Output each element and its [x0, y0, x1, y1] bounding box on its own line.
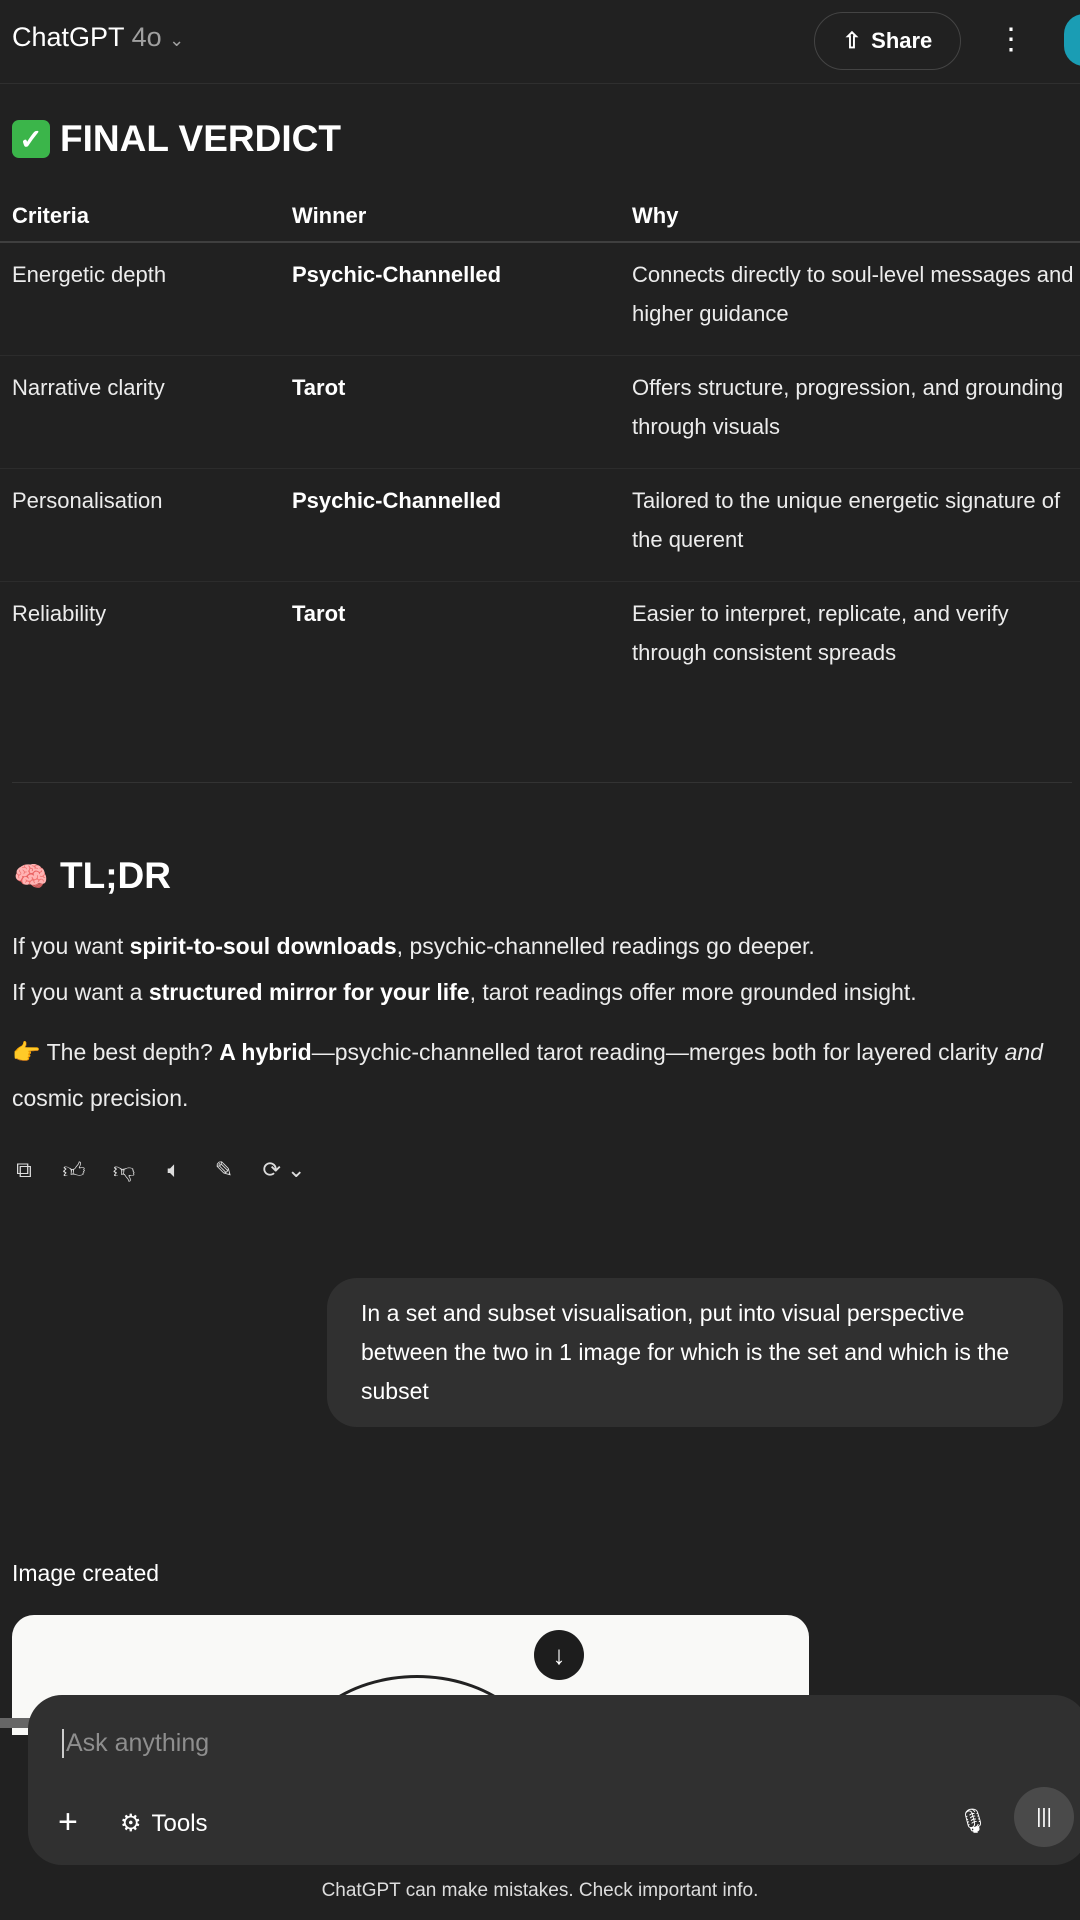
model-selector[interactable]: ChatGPT 4o ⌄: [12, 22, 185, 52]
share-button[interactable]: ⇧ Share: [814, 12, 961, 70]
thumbs-up-icon[interactable]: 👍︎: [62, 1157, 86, 1183]
tldr-heading: 🧠 TL;DR: [13, 855, 171, 896]
column-header: Winner: [280, 190, 620, 242]
copy-icon[interactable]: ⧉: [16, 1157, 32, 1182]
criteria-cell: Energetic depth: [0, 242, 280, 355]
divider: [12, 782, 1072, 783]
winner-cell: Psychic-Channelled: [280, 242, 620, 355]
tldr-hybrid: 👉 The best depth? A hybrid—psychic-channelled tarot reading—merges both for layered clarity and cosmic precision.: [12, 1039, 1043, 1111]
criteria-cell: Narrative clarity: [0, 355, 280, 468]
table-row: [0, 581, 1080, 694]
microphone-icon[interactable]: 🎙︎: [958, 1808, 989, 1835]
table-row: [0, 355, 1080, 468]
tools-button[interactable]: ⚙ Tools: [120, 1809, 208, 1837]
verdict-table: [0, 190, 1080, 694]
scroll-down-icon[interactable]: ↓: [534, 1630, 584, 1680]
brain-icon: 🧠: [13, 860, 49, 892]
disclaimer: ChatGPT can make mistakes. Check important info.: [321, 1880, 759, 1901]
composer: [28, 1695, 1080, 1865]
why-cell: Tailored to the unique energetic signature of the querent: [620, 468, 1080, 581]
criteria-cell: Reliability: [12, 600, 107, 626]
regenerate-icon[interactable]: ⟳ ⌄: [262, 1157, 306, 1182]
chevron-down-icon: ⌄: [169, 30, 185, 50]
user-message: In a set and subset visualisation, put into visual perspective between the two in 1 image for which is the set and which is the subset: [327, 1278, 1063, 1427]
image-created-label: Image created: [12, 1560, 160, 1586]
edit-sparkle-icon[interactable]: ✎: [214, 1157, 234, 1182]
voice-mode-icon[interactable]: |||: [1014, 1787, 1074, 1847]
read-aloud-icon[interactable]: 🔈︎: [167, 1157, 181, 1182]
winner-cell: Tarot: [280, 355, 620, 468]
thumbs-down-icon[interactable]: 👎︎: [112, 1157, 136, 1183]
verdict-heading: ✓ FINAL VERDICT: [12, 118, 341, 160]
why-cell: Connects directly to soul-level messages and higher guidance: [620, 242, 1080, 355]
winner-cell: Psychic-Channelled: [280, 468, 620, 581]
top-bar: [0, 0, 1080, 84]
table-row: [0, 242, 1080, 355]
why-cell: Offers structure, progression, and grounding through visuals: [620, 355, 1080, 468]
column-header: Criteria: [0, 190, 280, 242]
plus-icon[interactable]: +: [58, 1803, 78, 1841]
winner-cell: Tarot: [292, 600, 346, 626]
sliders-icon: ⚙: [120, 1810, 142, 1837]
avatar[interactable]: [1064, 14, 1080, 66]
table-row: [0, 468, 1080, 581]
message-actions: [12, 1152, 306, 1188]
criteria-cell: Personalisation: [0, 468, 280, 581]
check-mark-icon: ✓: [12, 120, 50, 158]
column-header: Why: [620, 190, 1080, 242]
scrollbar[interactable]: [0, 1718, 30, 1728]
pointing-hand-icon: 👉: [12, 1039, 41, 1065]
message-input[interactable]: Ask anything: [62, 1729, 209, 1758]
more-options-icon[interactable]: ⋮: [996, 23, 1026, 56]
share-icon: ⇧: [842, 28, 862, 53]
tldr-text: If you want spirit-to-soul downloads, psychic-channelled readings go deeper. If you want a structured mirror for your life, tarot readings offer more grounded insight.: [12, 933, 917, 1005]
why-cell: Easier to interpret, replicate, and verify through consistent spreads: [632, 600, 1009, 665]
